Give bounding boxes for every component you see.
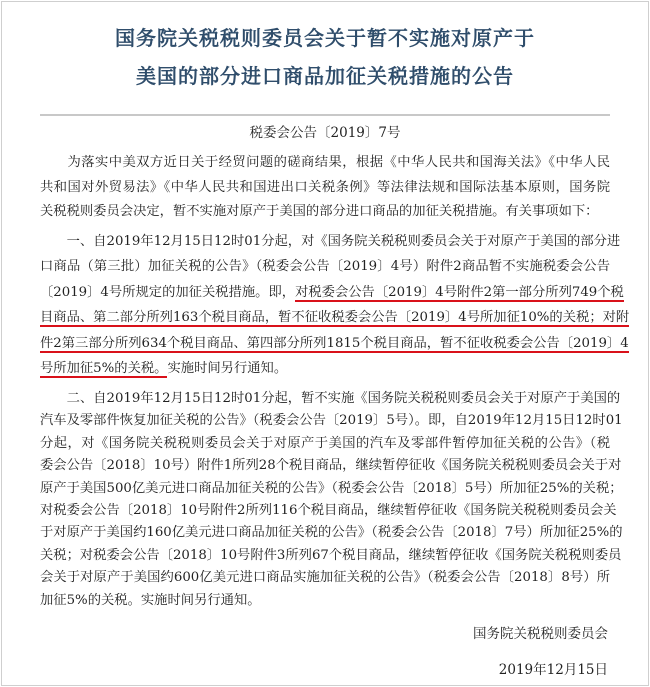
title-line-1: 国务院关税税则委员会关于暂不实施对原产于 bbox=[115, 26, 535, 50]
text-segment: 为落实中美双方近日关于经贸问题的磋商结果，根据《中华人民共和国海关法》《中华人民 bbox=[40, 155, 610, 170]
text-segment: 汽车及零部件恢复加征关税的公告》（税委会公告〔2019〕5号）。即，自2019年12月15日12时01 bbox=[40, 413, 623, 429]
text-line bbox=[40, 388, 621, 410]
paragraph-intro bbox=[40, 151, 610, 225]
text-segment: 实施时间另行通知。 bbox=[167, 360, 288, 376]
text-segment: 会关于对原产于美国约600亿美元进口商品实施加征关税的公告》（税委会公告〔2018〕8号）所 bbox=[40, 570, 610, 586]
underlined-text: 目商品、第二部分所列163个税目商品，暂不征收税委会公告〔2019〕4号所加征10%的关税；对附 bbox=[40, 310, 630, 326]
text-segment: 关税；对税委会公告〔2018〕10号附件3所列67个税目商品，继续暂停征收《国务院关税税则委员 bbox=[40, 547, 622, 563]
underlined-text: 号所加征5%的关税。 bbox=[40, 360, 168, 376]
divider bbox=[40, 114, 610, 116]
signature: 国务院关税税则委员会 bbox=[473, 626, 608, 642]
document-number: 税委会公告〔2019〕7号 bbox=[249, 125, 401, 141]
text-segment: 于对原产于美国约160亿美元进口商品加征关税的公告》（税委会公告〔2018〕7号）所加征25%的 bbox=[40, 525, 623, 541]
text-line bbox=[40, 590, 610, 612]
text-segment: 一、自2019年12月15日12时01分起，对《国务院关税税则委员会关于对原产于美国的部分进 bbox=[40, 234, 621, 249]
text-segment: 对税委会公告〔2018〕10号附件2所列116个税目商品，继续暂停征收《国务院关税税则委员会关 bbox=[40, 502, 617, 518]
text-segment: 原产于美国500亿美元进口商品加征关税的公告》（税委会公告〔2018〕5号）所加征25%的关税； bbox=[40, 480, 623, 496]
text-line bbox=[40, 331, 629, 356]
text-line bbox=[40, 455, 622, 477]
text-line bbox=[40, 151, 610, 176]
text-line bbox=[40, 478, 623, 500]
title-line-2: 美国的部分进口商品加征关税措施的公告 bbox=[136, 64, 514, 88]
text-segment: 〔2019〕4号所规定的加征关税措施。即， bbox=[40, 284, 296, 300]
text-line bbox=[40, 522, 623, 544]
text-line bbox=[40, 229, 621, 254]
date: 2019年12月15日 bbox=[498, 662, 608, 678]
text-line bbox=[40, 567, 610, 589]
text-line bbox=[40, 356, 610, 381]
text-segment: 口商品（第三批）加征关税的公告》（税委会公告〔2019〕4号）附件2商品暂不实施税委会公告 bbox=[40, 259, 610, 275]
text-segment: 委会公告〔2018〕10号）附件1所列28个税目商品，继续暂停征收《国务院关税税则委员会关于对 bbox=[40, 458, 622, 474]
text-line bbox=[40, 200, 610, 225]
text-line bbox=[40, 545, 622, 567]
text-segment: 分起，对《国务院关税税则委员会关于对原产于美国的汽车及零部件暂停加征关税的公告》（税 bbox=[40, 435, 610, 451]
text-line bbox=[40, 305, 630, 330]
text-segment: 关税税则委员会决定，暂不实施对原产于美国的部分进口商品的加征关税措施。有关事项如下： bbox=[40, 204, 599, 219]
text-line bbox=[40, 433, 610, 455]
text-line bbox=[40, 176, 610, 201]
paragraph-item-2 bbox=[40, 388, 623, 612]
text-line bbox=[40, 280, 624, 305]
text-line bbox=[40, 410, 623, 432]
text-line bbox=[40, 500, 617, 522]
text-segment: 共和国对外贸易法》《中华人民共和国进出口关税条例》等法律法规和国际法基本原则，国务院 bbox=[40, 179, 610, 195]
underlined-text: 对税委会公告〔2019〕4号附件2第一部分所列749个税 bbox=[295, 284, 624, 300]
text-segment: 加征5%的关税。实施时间另行通知。 bbox=[40, 592, 261, 608]
text-segment: 二、自2019年12月15日12时01分起，暂不实施《国务院关税税则委员会关于对原产于美国的 bbox=[40, 391, 621, 406]
text-line bbox=[40, 254, 610, 279]
paragraph-item-1 bbox=[40, 229, 630, 381]
underlined-text: 件2第三部分所列634个税目商品、第四部分所列1815个税目商品，暂不征收税委会公告〔2019〕4 bbox=[40, 335, 629, 351]
